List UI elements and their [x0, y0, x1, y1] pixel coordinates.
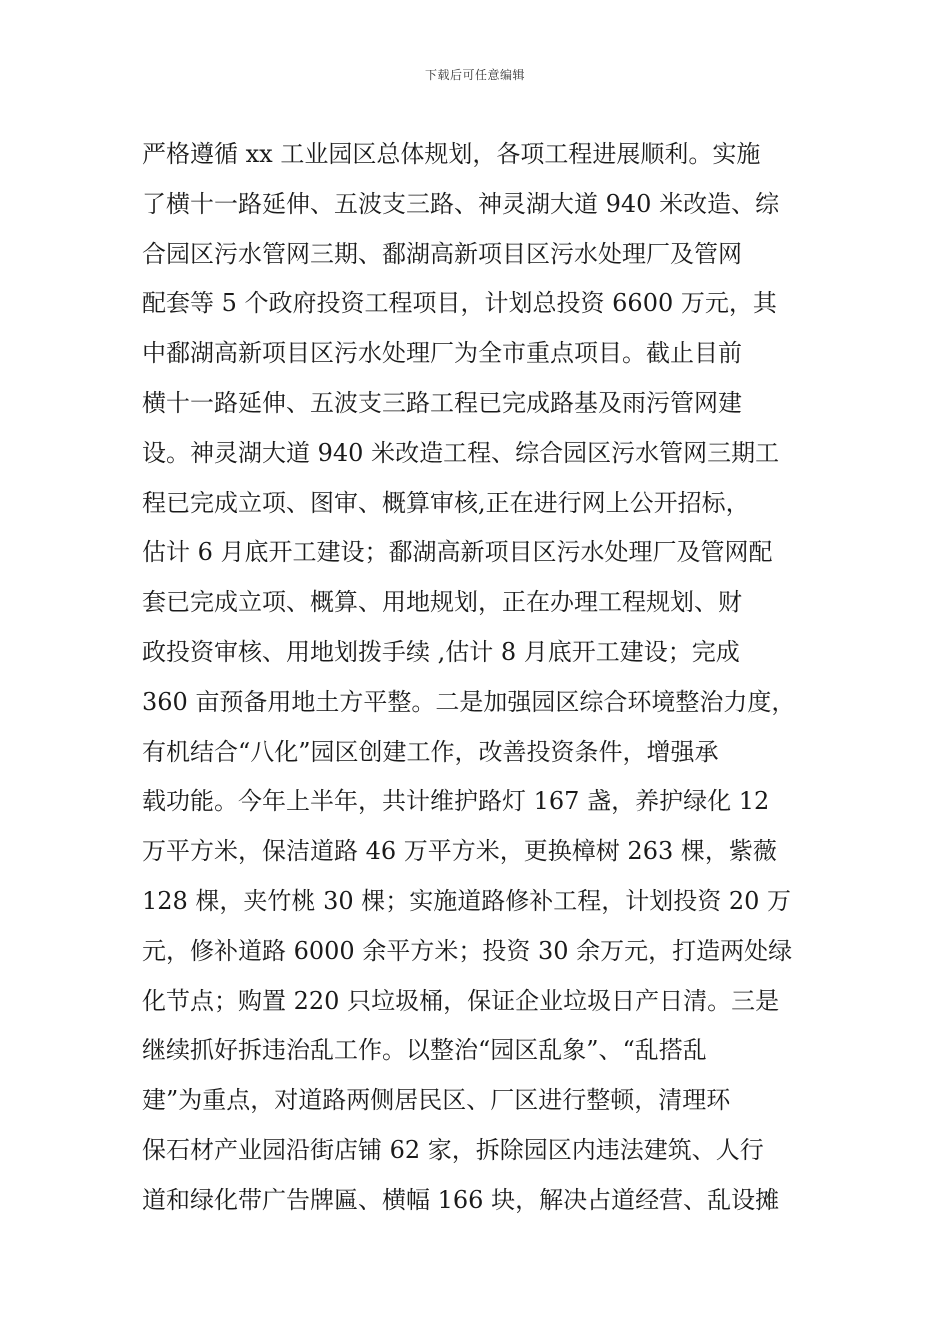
text-line-22: 道和绿化带广告牌匾、横幅 166 块，解决占道经营、乱设摊	[142, 1185, 780, 1214]
text-line-10: 套已完成立项、概算、用地规划，正在办理工程规划、财	[142, 588, 742, 617]
text-line-11: 政投资审核、用地划拨手续 ,估计 8 月底开工建设；完成	[142, 637, 740, 666]
text-line-2: 了横十一路延伸、五波支三路、神灵湖大道 940 米改造、综	[142, 189, 780, 218]
text-line-16: 128 棵，夹竹桃 30 棵；实施道路修补工程，计划投资 20 万	[142, 886, 792, 915]
text-line-3: 合园区污水管网三期、鄱湖高新项目区污水处理厂及管网	[142, 239, 742, 268]
page-header-note: 下载后可任意编辑	[424, 68, 525, 82]
text-line-7: 设。神灵湖大道 940 米改造工程、综合园区污水管网三期工	[142, 438, 780, 467]
text-line-5: 中鄱湖高新项目区污水处理厂为全市重点项目。截止目前	[142, 339, 742, 368]
text-line-6: 横十一路延伸、五波支三路工程已完成路基及雨污管网建	[142, 388, 742, 417]
text-line-17: 元，修补道路 6000 余平方米；投资 30 余万元，打造两处绿	[142, 936, 793, 965]
text-line-9: 估计 6 月底开工建设；鄱湖高新项目区污水处理厂及管网配	[142, 538, 773, 567]
text-line-12: 360 亩预备用地土方平整。二是加强园区综合环境整治力度，	[142, 687, 796, 716]
body-paragraph	[142, 130, 832, 1226]
text-line-14: 载功能。今年上半年，共计维护路灯 167 盏，养护绿化 12	[142, 787, 770, 816]
text-line-8: 程已完成立项、图审、概算审核,正在进行网上公开招标，	[142, 488, 750, 517]
text-line-15: 万平方米，保洁道路 46 万平方米，更换樟树 263 棵，紫薇	[142, 837, 777, 866]
text-line-1: 严格遵循 xx 工业园区总体规划，各项工程进展顺利。实施	[142, 140, 761, 168]
text-line-20: 建”为重点，对道路两侧居民区、厂区进行整顿，清理环	[142, 1086, 731, 1115]
text-line-4: 配套等 5 个政府投资工程项目，计划总投资 6600 万元，其	[142, 289, 777, 318]
text-line-21: 保石材产业园沿街店铺 62 家，拆除园区内违法建筑、人行	[142, 1135, 764, 1164]
text-line-19: 继续抓好拆违治乱工作。以整治“园区乱象”、“乱搭乱	[142, 1036, 707, 1065]
text-line-18: 化节点；购置 220 只垃圾桶，保证企业垃圾日产日清。三是	[142, 986, 780, 1015]
text-line-13: 有机结合“八化”园区创建工作，改善投资条件，增强承	[142, 737, 719, 766]
